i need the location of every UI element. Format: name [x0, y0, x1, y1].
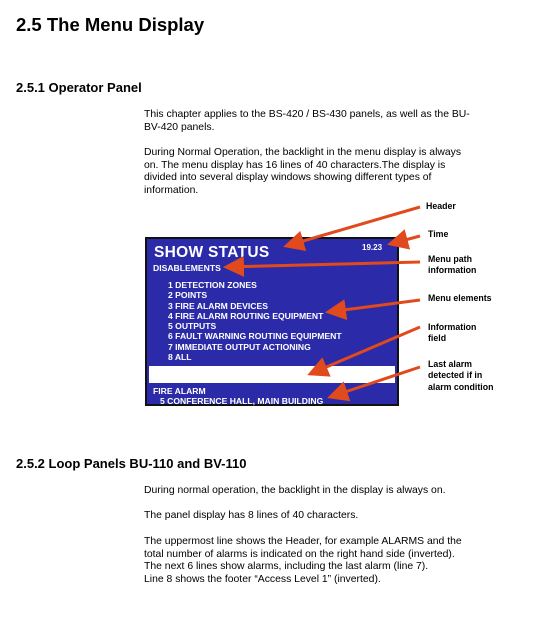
text-line: total number of alarms is indicated on the right hand side (inverted).	[144, 548, 455, 560]
subsection-title-operator-panel: 2.5.1 Operator Panel	[16, 80, 142, 95]
display-alarm-detail: 5 CONFERENCE HALL, MAIN BUILDING	[160, 396, 324, 406]
arrow-menu-path	[226, 262, 420, 267]
callout-last-alarm	[428, 359, 494, 393]
callout-menu-path	[428, 254, 476, 277]
arrow-menu-elements	[328, 300, 420, 312]
text-line: Line 8 shows the footer “Access Level 1” (inverted).	[144, 573, 381, 585]
arrow-information-field	[310, 327, 420, 374]
loop-panels-paragraph-1	[144, 485, 504, 498]
arrow-time	[390, 236, 420, 244]
text-line: During normal operation, the backlight in the display is always on.	[144, 485, 446, 496]
callout-text: Last alarm	[428, 359, 473, 369]
display-menu-path: DISABLEMENTS	[153, 263, 221, 273]
text-line: The panel display has 8 lines of 40 characters.	[144, 510, 359, 521]
callout-text: field	[428, 333, 447, 344]
callout-text: Information	[428, 322, 477, 332]
text-line: The uppermost line shows the Header, for example ALARMS and the	[144, 536, 462, 547]
callout-header	[426, 201, 456, 212]
callout-text: information	[428, 265, 477, 276]
loop-panels-paragraph-2	[144, 510, 504, 523]
display-menu-item: 8 ALL	[168, 352, 192, 363]
display-menu-item: 1 DETECTION ZONES	[168, 280, 257, 290]
display-menu-item: 4 FIRE ALARM ROUTING EQUIPMENT	[168, 310, 324, 321]
subsection-title-loop-panels: 2.5.2 Loop Panels BU-110 and BV-110	[16, 456, 247, 471]
callout-text: Time	[428, 229, 449, 239]
loop-panels-paragraph-3	[144, 536, 504, 586]
display-menu-item: 2 POINTS	[168, 290, 208, 301]
display-alarm-title: FIRE ALARM	[153, 386, 206, 396]
display-header: SHOW STATUS	[154, 244, 270, 261]
display-menu-item: 6 FAULT WARNING ROUTING EQUIPMENT	[168, 331, 342, 342]
display-menu-item: 3 FIRE ALARM DEVICES	[168, 300, 268, 311]
text-line: information.	[144, 184, 199, 196]
text-line: This chapter applies to the BS-420 / BS-430 panels, as well as the BU-	[144, 109, 470, 120]
callout-text: alarm condition	[428, 381, 494, 392]
text-line: During Normal Operation, the backlight in the menu display is always	[144, 147, 462, 158]
callout-text: Menu elements	[428, 293, 492, 303]
callout-text: Menu path	[428, 254, 472, 264]
text-line: The next 6 lines show alarms, including the last alarm (line 7).	[144, 561, 429, 573]
text-line: divided into several display windows showing different types of	[144, 172, 432, 184]
text-line: on. The menu display has 16 lines of 40 characters.The display is	[144, 159, 446, 171]
section-title: 2.5 The Menu Display	[16, 14, 205, 35]
display-menu-item: 5 OUTPUTS	[168, 321, 217, 332]
callout-time	[428, 229, 448, 240]
callout-information-field	[428, 322, 476, 345]
arrow-last-alarm	[330, 367, 420, 397]
callout-text: detected if in	[428, 370, 483, 381]
display-time: 19.23	[362, 243, 383, 252]
display-menu-item: 7 IMMEDIATE OUTPUT ACTIONING	[168, 341, 311, 352]
callout-menu-elements	[428, 293, 492, 304]
callout-text: Header	[426, 201, 456, 211]
text-line: BV-420 panels.	[144, 121, 215, 133]
